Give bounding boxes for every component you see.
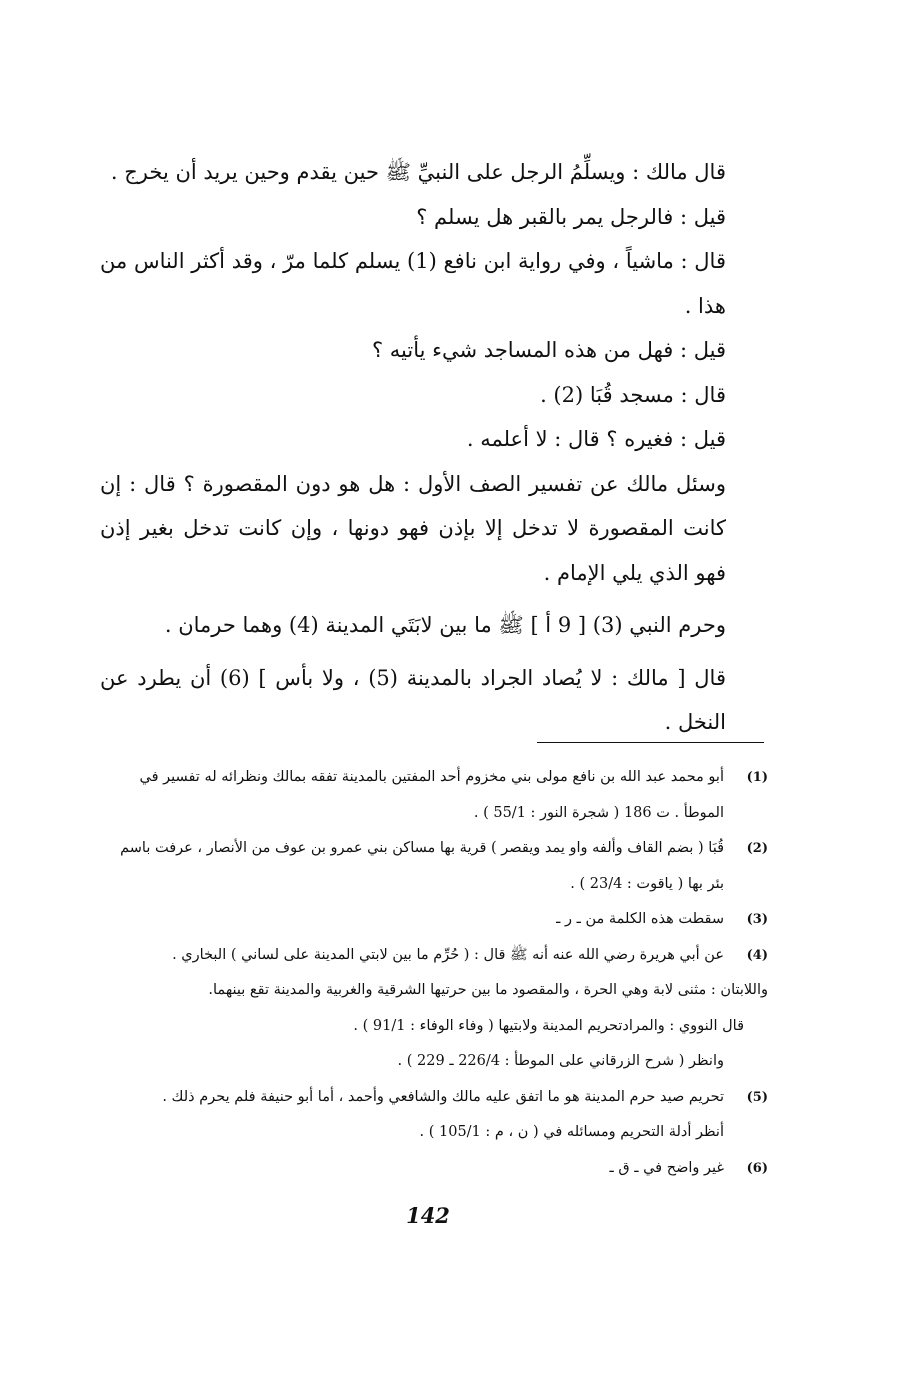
- footnote-text: [100, 938, 768, 1080]
- footnote-part: غير واضح في ـ ق ـ: [609, 1159, 724, 1176]
- footnote-part: تحريم صيد حرم المدينة هو ما اتفق عليه مالك والشافعي وأحمد ، أما أبو حنيفة فلم يحرم ذلك .: [162, 1088, 724, 1105]
- footnote-part: أبو محمد عبد الله بن نافع مولى بني مخزوم أحد المفتين بالمدينة تفقه بمالك ونظرائه له تفسير في الموطأ . ت 186 ( شجرة النور : 55/1 ) .: [139, 769, 724, 821]
- text-line-5: قال : مسجد قُبَا (2) .: [540, 382, 726, 407]
- main-text: [100, 150, 760, 745]
- footnote-part: قال النووي : والمرادتحريم المدينة ولابتيها ( وفاء الوفاء : 91/1 ) .: [353, 1017, 744, 1034]
- footnote-part: سقطت هذه الكلمة من ـ ر ـ: [556, 911, 724, 927]
- footnotes: [100, 760, 768, 1186]
- text-line-6: قيل : فغيره ؟ قال : لا أعلمه .: [466, 427, 726, 451]
- page-number: 142: [406, 1203, 450, 1228]
- footnote-number: (2): [746, 841, 768, 856]
- footnote-part: عن أبي هريرة رضي الله عنه أنه ﷺ قال : ( حُرِّم ما بين لابتي المدينة على لساني ) البخاري .: [172, 946, 724, 963]
- text-line-2: قيل : فالرجل يمر بالقبر هل يسلم ؟: [416, 204, 726, 229]
- footnote-text: [100, 831, 724, 902]
- text-line-8: وحرم النبي (3) [ 9 أ ] ﷺ ما بين لابَتَي المدينة (4) وهما حرمان .: [164, 613, 726, 637]
- footnote-part: واللابتان : مثنى لابة وهي الحرة ، والمقصود ما بين حرتيها الشرقية والغربية والمدينة تقع بينهما.: [208, 982, 768, 998]
- footnote-5: [100, 1080, 768, 1151]
- footnote-text: [100, 902, 724, 938]
- text-line-1: قال مالك : ويسلِّمُ الرجل على النبيِّ ﷺ حين يقدم وحين يريد أن يخرج .: [110, 160, 726, 184]
- text-line-9: قال [ مالك : لا يُصاد الجراد بالمدينة (5) ، ولا بأس ] (6) أن يطرد عن النخل .: [100, 665, 726, 734]
- text-line-7: وسئل مالك عن تفسير الصف الأول : هل هو دون المقصورة ؟ قال : إن كانت المقصورة لا تدخل إلا بإذن فهو دونها ، وإن كانت تدخل بغير إذن فهو الذي يلي الإمام .: [100, 471, 726, 585]
- footnote-number: (5): [746, 1089, 768, 1105]
- text-line-3: قال : ماشياً ، وفي رواية ابن نافع (1) يسلم كلما مرّ ، وقد أكثر الناس من هذا .: [100, 249, 726, 318]
- footnote-3: [100, 902, 768, 938]
- footnote-text: [100, 1151, 724, 1187]
- footnote-6: [100, 1151, 768, 1187]
- footnote-number: (1): [746, 770, 768, 785]
- footnote-part: وانظر ( شرح الزرقاني على الموطأ : 226/4 ـ 229 ) .: [397, 1053, 724, 1069]
- footnote-number: (6): [746, 1160, 768, 1176]
- footnote-number: (3): [746, 912, 768, 927]
- footnote-2: [100, 831, 768, 902]
- text-line-4: قيل : فهل من هذه المساجد شيء يأتيه ؟: [371, 338, 726, 362]
- footnote-part: أنظر أدلة التحريم ومسائله في ( ن ، م : 105/1 ) .: [419, 1124, 724, 1140]
- footnote-number: (4): [746, 947, 768, 963]
- footnote-part: قُبَا ( بضم القاف وألفه واو يمد ويقصر ) قرية بها مساكن بني عمرو بن عوف من الأنصار ، عرفت باسم بئر بها ( ياقوت : 23/4 ) .: [120, 840, 724, 892]
- footnote-4: [100, 938, 768, 1080]
- footnote-separator: [537, 742, 764, 743]
- footnote-text: [100, 1080, 724, 1151]
- footnote-1: [100, 760, 768, 831]
- footnote-text: [100, 760, 724, 831]
